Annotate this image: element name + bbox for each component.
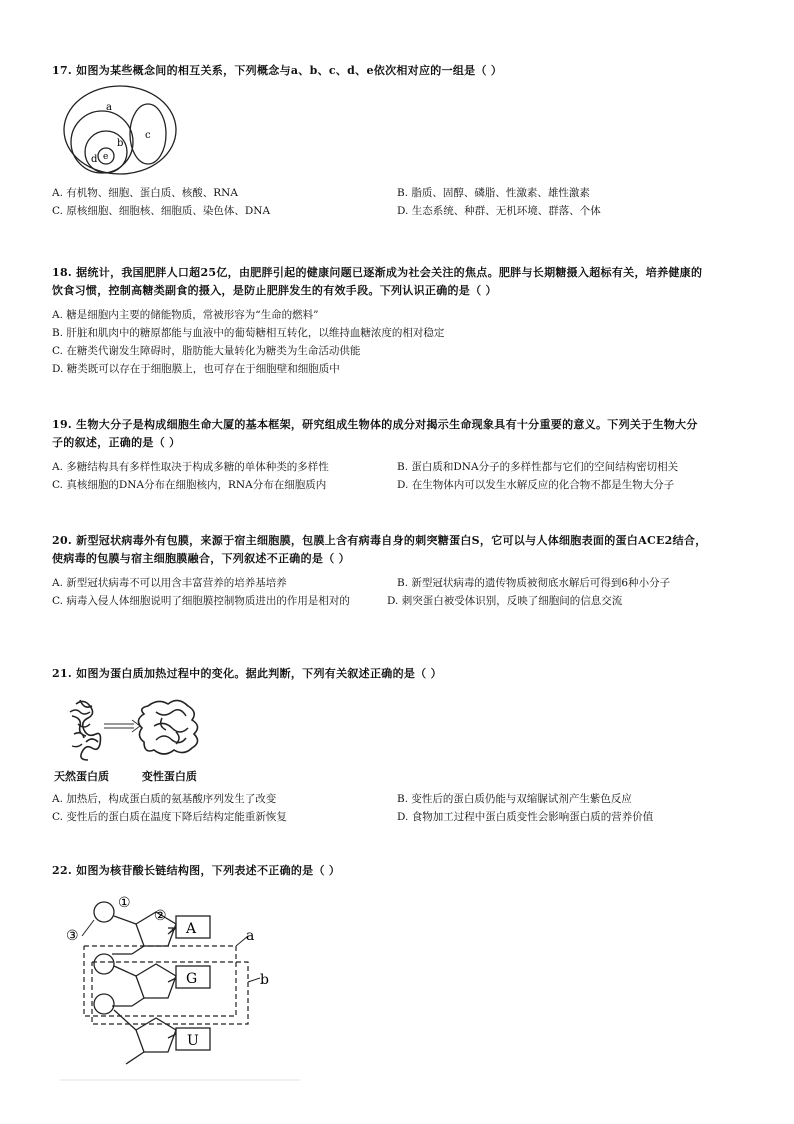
question-18-stem-line2: 饮食习惯，控制高糖类副食的摄入，是防止肥胖发生的有效手段。下列认识正确的是（ ） (52, 284, 497, 297)
question-17-options (52, 184, 742, 220)
q18-option-a[interactable]: A. 糖是细胞内主要的储能物质，常被形容为“生命的燃料” (52, 309, 319, 321)
question-20 (52, 532, 742, 610)
q22-marker-1: ① (118, 895, 131, 911)
question-21-options-wrap (52, 790, 742, 826)
q21-captions (54, 768, 197, 784)
question-17-stem: 17. 如图为某些概念间的相互关系，下列概念与a、b、c、d、e依次相对应的一组是（ ） (52, 64, 503, 77)
question-21-stem: 21. 如图为蛋白质加热过程中的变化。据此判断，下列有关叙述正确的是（ ） (52, 667, 442, 680)
q19-option-d[interactable]: D. 在生物体内可以发生水解反应的化合物不都是生物大分子 (397, 479, 675, 491)
q20-option-a[interactable]: A. 新型冠状病毒不可以用含丰富营养的培养基培养 (52, 577, 287, 589)
q22-marker-3: ③ (66, 928, 79, 944)
q19-option-b[interactable]: B. 蛋白质和DNA分子的多样性都与它们的空间结构密切相关 (397, 461, 679, 473)
q17-label-d: d (91, 154, 98, 165)
question-21 (52, 665, 742, 683)
q20-option-b[interactable]: B. 新型冠状病毒的遗传物质被彻底水解后可得到6种小分子 (397, 577, 671, 589)
q22-base-u: U (187, 1033, 199, 1049)
question-21-options (52, 790, 742, 826)
q22-base-a: A (186, 921, 197, 937)
q20-option-d[interactable]: D. 刺突蛋白被受体识别，反映了细胞间的信息交流 (387, 595, 623, 607)
question-20-stem-line1: 20. 新型冠状病毒外有包膜，来源于宿主细胞膜，包膜上含有病毒自身的刺突糖蛋白S，它可以与人体细胞表面的蛋白ACE2结合， (52, 534, 707, 547)
q22-label-b: b (260, 972, 269, 988)
q19-option-c[interactable]: C. 真核细胞的DNA分布在细胞核内，RNA分布在细胞质内 (52, 479, 327, 491)
q17-option-c[interactable]: C. 原核细胞、细胞核、细胞质、染色体、DNA (52, 205, 271, 217)
q22-nucleotide-chain-diagram (60, 890, 300, 1090)
question-20-options (52, 574, 742, 610)
question-18 (52, 264, 742, 378)
q17-label-e: e (103, 152, 109, 162)
q21-caption-native-protein: 天然蛋白质 (54, 770, 109, 783)
q22-marker-2: ② (154, 908, 167, 924)
q21-option-b[interactable]: B. 变性后的蛋白质仍能与双缩脲试剂产生紫色反应 (397, 793, 632, 805)
question-20-stem-line2: 使病毒的包膜与宿主细胞膜融合，下列叙述不正确的是（ ） (52, 552, 350, 565)
q22-base-g: G (186, 971, 198, 987)
q21-protein-denaturation-diagram (66, 694, 226, 764)
q22-label-a: a (246, 928, 255, 944)
q17-option-b[interactable]: B. 脂质、固醇、磷脂、性激素、雄性激素 (397, 187, 590, 199)
question-17 (52, 62, 742, 220)
q17-option-a[interactable]: A. 有机物、细胞、蛋白质、核酸、RNA (52, 187, 238, 199)
question-19-options (52, 458, 742, 494)
question-22-stem: 22. 如图为核苷酸长链结构图，下列表述不正确的是（ ） (52, 864, 341, 877)
q21-option-d[interactable]: D. 食物加工过程中蛋白质变性会影响蛋白质的营养价值 (397, 811, 654, 823)
question-22 (52, 862, 742, 880)
q17-option-d[interactable]: D. 生态系统、种群、无机环境、群落、个体 (397, 205, 601, 217)
q19-option-a[interactable]: A. 多糖结构具有多样性取决于构成多糖的单体种类的多样性 (52, 461, 329, 473)
q18-option-b[interactable]: B. 肝脏和肌肉中的糖原都能与血液中的葡萄糖相互转化，以维持血糖浓度的相对稳定 (52, 327, 445, 339)
question-19-stem-line2: 子的叙述，正确的是（ ） (52, 436, 181, 449)
q20-option-c[interactable]: C. 病毒入侵人体细胞说明了细胞膜控制物质进出的作用是相对的 (52, 595, 350, 607)
question-19 (52, 416, 742, 494)
question-19-stem-line1: 19. 生物大分子是构成细胞生命大厦的基本框架，研究组成生物体的成分对揭示生命现象具有十分重要的意义。下列关于生物大分 (52, 418, 698, 431)
q21-option-c[interactable]: C. 变性后的蛋白质在温度下降后结构定能重新恢复 (52, 811, 287, 823)
q18-option-c[interactable]: C. 在糖类代谢发生障碍时，脂肪能大量转化为糖类为生命活动供能 (52, 345, 361, 357)
q17-label-b: b (117, 138, 124, 149)
q18-option-d[interactable]: D. 糖类既可以存在于细胞膜上，也可存在于细胞壁和细胞质中 (52, 363, 340, 375)
q17-label-a: a (106, 102, 112, 113)
q21-caption-denatured-protein: 变性蛋白质 (141, 770, 197, 783)
question-18-stem-line1: 18. 据统计，我国肥胖人口超25亿，由肥胖引起的健康问题已逐渐成为社会关注的焦点。肥胖与长期糖摄入超标有关，培养健康的 (52, 266, 703, 279)
q17-concept-diagram (62, 84, 182, 176)
q21-option-a[interactable]: A. 加热后，构成蛋白质的氨基酸序列发生了改变 (52, 793, 277, 805)
question-18-options (52, 306, 742, 378)
q17-label-c: c (145, 130, 151, 141)
